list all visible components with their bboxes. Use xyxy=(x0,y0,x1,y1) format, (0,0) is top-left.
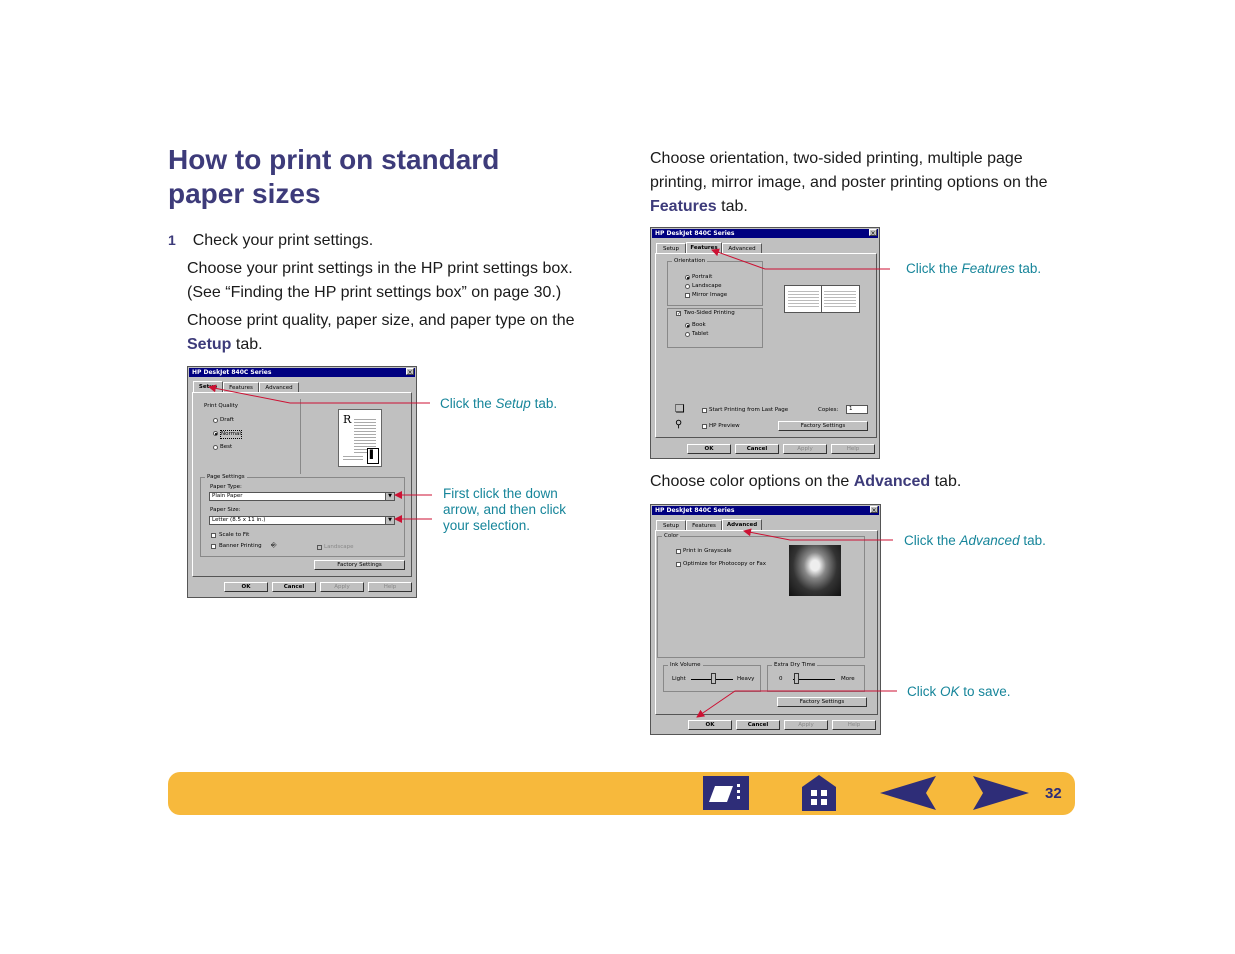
banner-label: Banner Printing xyxy=(219,543,262,549)
para2-tab-text: tab. xyxy=(231,336,263,353)
callout-text: Click the xyxy=(906,261,962,276)
heavy-label: Heavy xyxy=(737,676,755,682)
callout-text: tab. xyxy=(1014,261,1042,276)
factory-settings-button[interactable]: Factory Settings xyxy=(777,697,867,707)
callout-italic: OK xyxy=(940,684,960,699)
close-icon[interactable]: × xyxy=(870,230,876,237)
pages-icon: ❏ xyxy=(675,402,685,415)
color-label: Color xyxy=(664,533,679,539)
chevron-down-icon[interactable]: ▼ xyxy=(385,517,394,524)
footer-nav-bar xyxy=(168,772,1075,815)
copies-value: 1 xyxy=(849,406,853,412)
dialog-title: HP DeskJet 840C Series xyxy=(192,369,272,376)
orientation-label: Orientation xyxy=(674,258,706,264)
printer-icon: ⎆ xyxy=(271,541,277,549)
callout-text: Click the xyxy=(440,396,496,411)
tab-advanced[interactable]: Advanced xyxy=(259,382,299,392)
advanced-callout-line xyxy=(744,531,893,540)
ok-button[interactable]: OK xyxy=(688,720,732,730)
setup-callout-line xyxy=(209,387,430,403)
tab-advanced[interactable]: Advanced xyxy=(722,519,762,531)
paper-size-value: Letter (8.5 x 11 in.) xyxy=(212,517,266,523)
step-number: 1 xyxy=(168,232,176,248)
grayscale-label: Print in Grayscale xyxy=(683,548,732,554)
features-callout xyxy=(906,261,1041,277)
portrait-label: Portrait xyxy=(692,274,713,280)
ok-callout xyxy=(907,684,1011,700)
dry-time-label: Extra Dry Time xyxy=(774,662,816,668)
dropdown-callout: First click the down arrow, and then click your selection. xyxy=(443,486,567,533)
advanced-callout xyxy=(904,533,1046,549)
page-settings-label: Page Settings xyxy=(207,474,245,480)
start-last-label: Start Printing from Last Page xyxy=(709,407,789,413)
ok-callout-line xyxy=(697,691,897,717)
next-page-arrow-icon[interactable] xyxy=(971,776,1029,810)
mirror-label: Mirror Image xyxy=(692,292,728,298)
callout-text: tab. xyxy=(530,396,558,411)
paper-type-value: Plain Paper xyxy=(212,493,243,499)
previous-page-arrow-icon[interactable] xyxy=(880,776,938,810)
hp-preview-label: HP Preview xyxy=(709,423,740,429)
ok-button[interactable]: OK xyxy=(224,582,268,592)
tablet-label: Tablet xyxy=(692,331,709,337)
chevron-down-icon[interactable]: ▼ xyxy=(385,493,394,500)
advanced-text: Choose color options on the xyxy=(650,473,854,490)
advanced-tab-text: tab. xyxy=(930,473,962,490)
tab-setup[interactable]: Setup xyxy=(656,243,686,253)
page-number: 32 xyxy=(1045,785,1062,802)
callout-italic: Advanced xyxy=(959,533,1020,548)
dry-max-label: More xyxy=(841,676,855,682)
callout-italic: Features xyxy=(961,261,1015,276)
apply-button[interactable]: Apply xyxy=(783,444,827,454)
draft-label: Draft xyxy=(220,417,234,423)
features-callout-line xyxy=(712,250,890,269)
callout-italic: Setup xyxy=(495,396,531,411)
factory-settings-button[interactable]: Factory Settings xyxy=(778,421,868,431)
cancel-button[interactable]: Cancel xyxy=(736,720,780,730)
close-icon[interactable]: × xyxy=(407,369,413,376)
features-tab-text: tab. xyxy=(716,198,748,215)
two-sided-checkbox[interactable]: ✓ xyxy=(677,311,682,317)
apply-button[interactable]: Apply xyxy=(784,720,828,730)
print-page-icon[interactable] xyxy=(703,776,749,810)
features-text: Choose orientation, two-sided printing, multiple page printing, mirror image, and poster printing options on the xyxy=(650,150,1048,191)
book-label: Book xyxy=(692,322,706,328)
advanced-keyword: Advanced xyxy=(853,473,931,490)
setup-callout xyxy=(440,396,557,412)
optimize-label: Optimize for Photocopy or Fax xyxy=(683,561,766,567)
light-label: Light xyxy=(672,676,686,682)
ok-button[interactable]: OK xyxy=(687,444,731,454)
cancel-button[interactable]: Cancel xyxy=(735,444,779,454)
landscape-label: Landscape xyxy=(324,544,354,550)
para2-setup-keyword: Setup xyxy=(187,336,232,353)
landscape-label: Landscape xyxy=(692,283,722,289)
scale-to-fit-label: Scale to Fit xyxy=(219,532,250,538)
tab-setup[interactable]: Setup xyxy=(193,381,223,393)
para2-text: Choose print quality, paper size, and paper type on the xyxy=(187,312,575,329)
dialog-title: HP DeskJet 840C Series xyxy=(655,507,735,514)
magnifier-icon: ⚲ xyxy=(675,419,683,430)
features-keyword: Features xyxy=(650,198,717,215)
callout-text: tab. xyxy=(1019,533,1046,548)
normal-label: Normal xyxy=(221,431,241,437)
step-paragraph-1: Choose your print settings in the HP print settings box. (See “Finding the HP print settings box” on page 30.) xyxy=(187,260,573,301)
help-button[interactable]: Help xyxy=(832,720,876,730)
help-button[interactable]: Help xyxy=(831,444,875,454)
tab-features[interactable]: Features xyxy=(686,242,722,254)
title-line-1: How to print on standard xyxy=(168,144,500,175)
callout-text: Click the xyxy=(904,533,960,548)
two-sided-label: Two-Sided Printing xyxy=(684,310,735,316)
tab-setup[interactable]: Setup xyxy=(656,520,686,530)
help-button[interactable]: Help xyxy=(368,582,412,592)
paper-icon: ▌ xyxy=(367,448,379,464)
print-quality-label: Print Quality xyxy=(204,403,239,409)
tab-advanced[interactable]: Advanced xyxy=(722,243,762,253)
dialog-title: HP DeskJet 840C Series xyxy=(655,230,735,237)
callout-text: Click xyxy=(907,684,940,699)
apply-button[interactable]: Apply xyxy=(320,582,364,592)
best-label: Best xyxy=(220,444,233,450)
ink-volume-label: Ink Volume xyxy=(670,662,701,668)
tab-features[interactable]: Features xyxy=(686,520,722,530)
paper-type-label: Paper Type: xyxy=(210,484,242,490)
title-line-2: paper sizes xyxy=(168,178,321,209)
close-icon[interactable]: × xyxy=(871,507,877,514)
cancel-button[interactable]: Cancel xyxy=(272,582,316,592)
callout-text: to save. xyxy=(959,684,1011,699)
home-icon[interactable] xyxy=(802,775,836,811)
step-title: Check your print settings. xyxy=(192,232,374,249)
factory-settings-button[interactable]: Factory Settings xyxy=(314,560,405,570)
dry-min-label: 0 xyxy=(779,676,783,682)
preview-letter: R xyxy=(343,413,352,426)
copies-label: Copies: xyxy=(818,407,839,413)
tab-features[interactable]: Features xyxy=(223,382,259,392)
paper-size-label: Paper Size: xyxy=(210,507,241,513)
